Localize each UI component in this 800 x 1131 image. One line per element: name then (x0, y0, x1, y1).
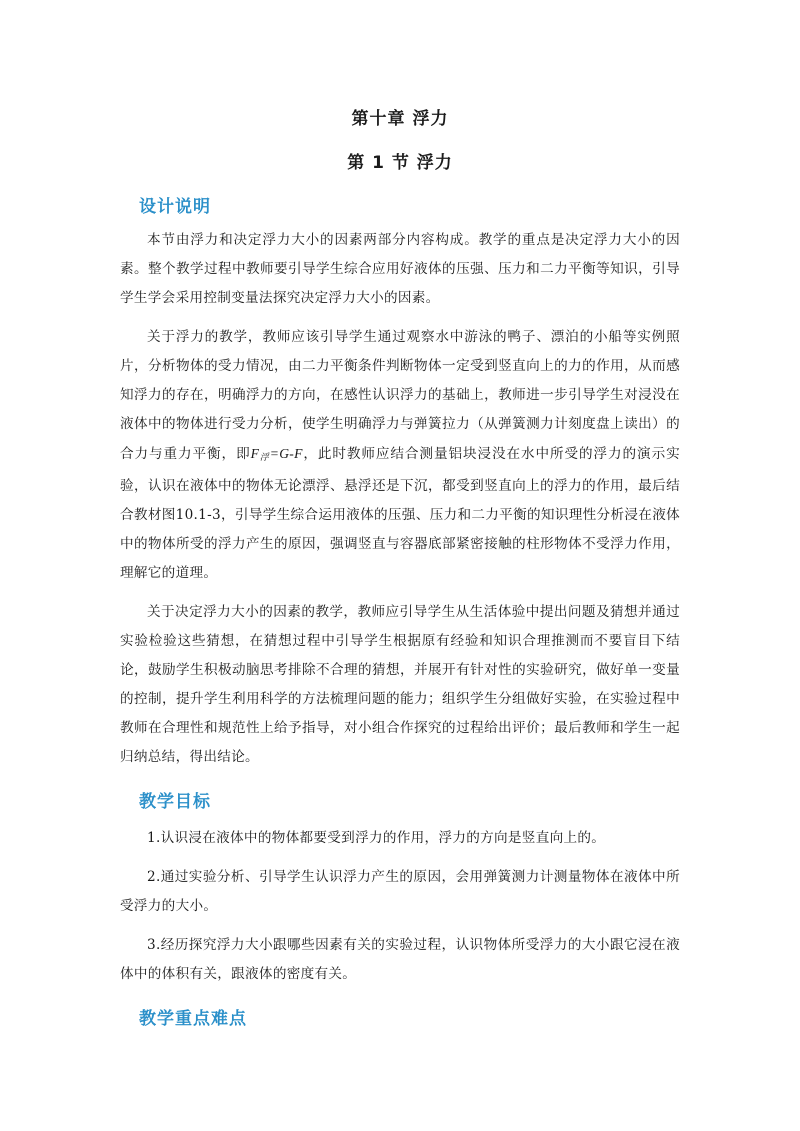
goal-item-2: 2.通过实验分析、引导学生认识浮力产生的原因，会用弹簧测力计测量物体在液体中所受浮力的大小。 (120, 869, 680, 914)
formula-subscript: 浮 (259, 452, 270, 462)
design-paragraph-2-start: 关于浮力的教学，教师应该引导学生通过观察水中游泳的鸭子、漂泊的小船等实例照片，分析物体的受力情况，由二力平衡条件判断物体一定受到竖直向上的力的作用，从而感知浮力的存在，明确浮力的方向，在感性认识浮力的基础上，教师进一步引导学生对浸没在液体中的物体进行受力分析，使学生明确浮力与弹簧拉力（从弹簧测力计刻度盘上读出）的合力与重力平衡，即 (120, 329, 680, 462)
formula-rest: =G-F (269, 446, 303, 461)
design-paragraph-2-end: ，此时教师应结合测量铝块浸没在水中所受的浮力的演示实验，认识在液体中的物体无论漂浮、悬浮还是下沉，都受到竖直向上的浮力的作用，最后结合教材图10.1-3，引导学生综合运用液体的压强、压力和二力平衡的知识理性分析浸在液体中的物体所受的浮力产生的原因，强调竖直与容器底部紧密接触的柱形物体不受浮力作用，理解它的道理。 (120, 446, 680, 581)
goals-heading: 教学目标 (139, 792, 211, 812)
section-title: 第 1 节 浮力 (347, 153, 453, 173)
chapter-title: 第十章 浮力 (351, 109, 449, 129)
design-paragraph-2 (120, 323, 680, 588)
design-heading: 设计说明 (139, 197, 211, 217)
design-paragraph-1: 本节由浮力和决定浮力大小的因素两部分内容构成。教学的重点是决定浮力大小的因素。整个教学过程中教师要引导学生综合应用好液体的压强、压力和二力平衡等知识，引导学生学会采用控制变量法探究决定浮力大小的因素。 (120, 232, 680, 306)
formula-f: F (250, 446, 260, 461)
goal-item-3: 3.经历探究浮力大小跟哪些因素有关的实验过程，认识物体所受浮力的大小跟它浸在液体中的体积有关，跟液体的密度有关。 (120, 937, 680, 982)
keypoints-heading: 教学重点难点 (139, 1009, 247, 1029)
goal-item-1: 1.认识浸在液体中的物体都要受到浮力的作用，浮力的方向是竖直向上的。 (147, 830, 606, 846)
design-paragraph-3: 关于决定浮力大小的因素的教学，教师应引导学生从生活体验中提出问题及猜想并通过实验检验这些猜想，在猜想过程中引导学生根据原有经验和知识合理推测而不要盲目下结论，鼓励学生积极动脑思考排除不合理的猜想，并展开有针对性的实验研究，做好单一变量的控制，提升学生利用科学的方法梳理问题的能力；组织学生分组做好实验，在实验过程中教师在合理性和规范性上给予指导，对小组合作探究的过程给出评价；最后教师和学生一起归纳总结，得出结论。 (120, 604, 680, 765)
buoyancy-formula (251, 446, 303, 461)
